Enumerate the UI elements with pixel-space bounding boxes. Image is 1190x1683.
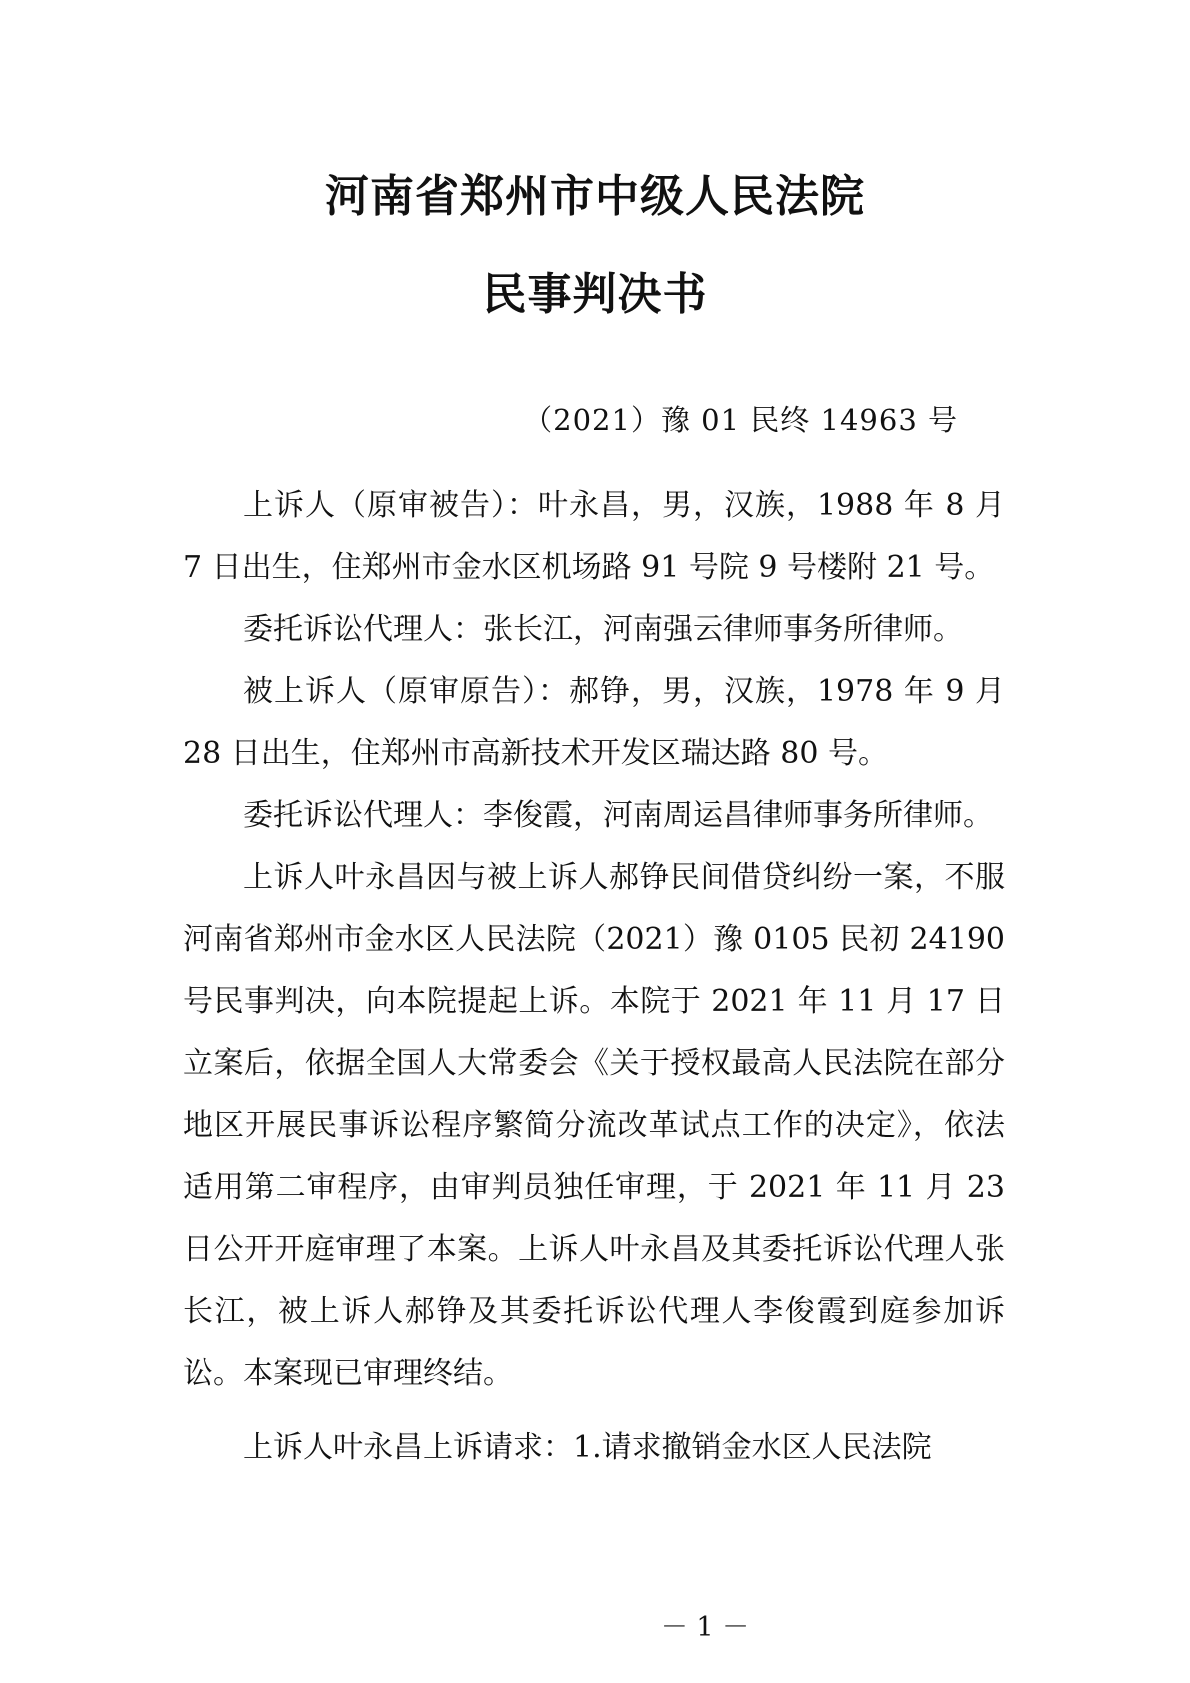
appellant-info: 上诉人（原审被告）：叶永昌，男，汉族，1988 年 8 月 7 日出生，住郑州市金水区机场路 91 号院 9 号楼附 21 号。 xyxy=(183,488,1005,585)
case-procedure-paragraph: 上诉人叶永昌因与被上诉人郝铮民间借贷纠纷一案，不服河南省郑州市金水区人民法院（2021）豫 0105 民初 24190 号民事判决，向本院提起上诉。本院于 2021 年 11 月 17 日立案后，依据全国人大常委会《关于授权最高人民法院在部分地区开展民事诉讼程序繁简分流改革试点工作的决定》，依法适用第二审程序，由审判员独任审理，于 2021 年 11 月 23 日公开开庭审理了本案。上诉人叶永昌及其委托诉讼代理人张长江，被上诉人郝铮及其委托诉讼代理人李俊霞到庭参加诉讼。本案现已审理终结。 xyxy=(183,860,1005,1391)
appellee-info: 被上诉人（原审原告）：郝铮，男，汉族，1978 年 9 月 28 日出生，住郑州市高新技术开发区瑞达路 80 号。 xyxy=(183,674,1005,771)
page-number: － 1 － xyxy=(660,1612,750,1643)
court-name-title: 河南省郑州市中级人民法院 xyxy=(325,171,865,222)
judgment-body xyxy=(183,475,1005,1479)
case-number: （2021）豫 01 民终 14963 号 xyxy=(523,403,958,437)
appellant-agent-info: 委托诉讼代理人：张长江，河南强云律师事务所律师。 xyxy=(243,612,963,647)
appeal-request-paragraph: 上诉人叶永昌上诉请求：1.请求撤销金水区人民法院 xyxy=(243,1430,932,1465)
appellee-agent-info: 委托诉讼代理人：李俊霞，河南周运昌律师事务所律师。 xyxy=(243,798,993,833)
document-type-title: 民事判决书 xyxy=(482,269,708,320)
